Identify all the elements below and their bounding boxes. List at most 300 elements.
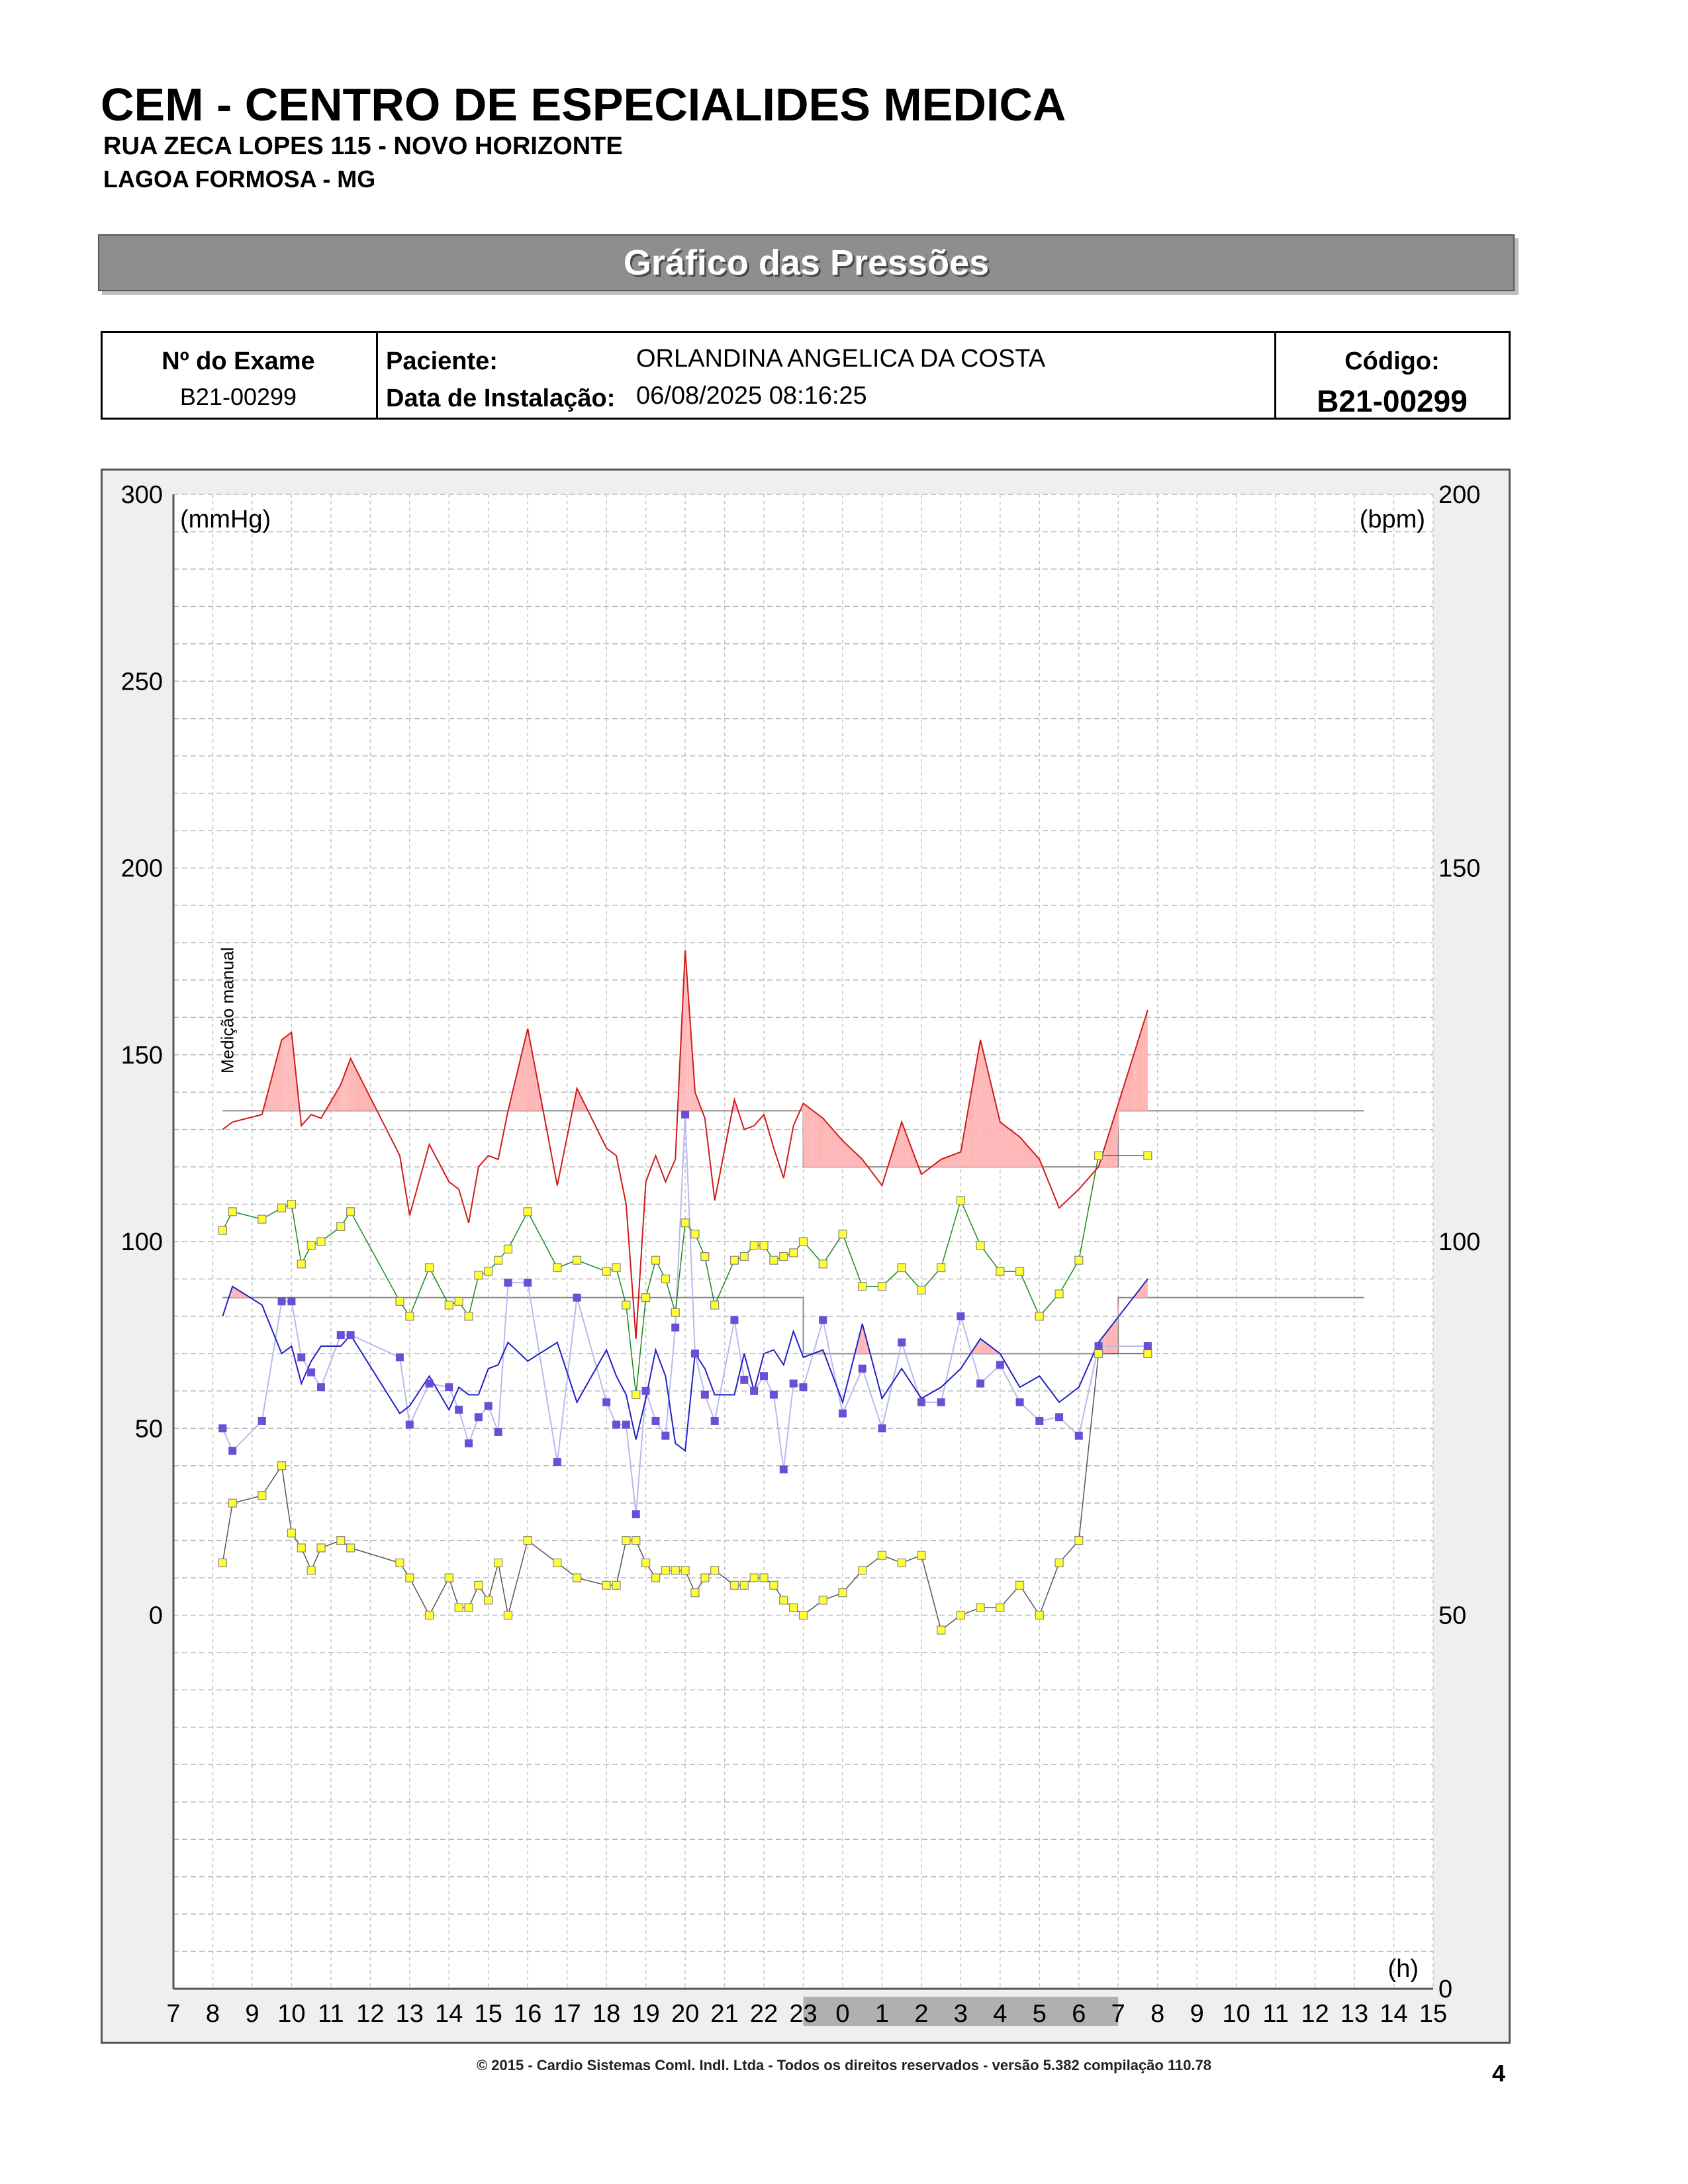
excess-fill-segment [845, 1143, 846, 1167]
mean-point [878, 1283, 886, 1291]
excess-fill-segment [1022, 1140, 1023, 1167]
diastolic-point [770, 1390, 778, 1398]
excess-fill-segment [527, 1028, 528, 1111]
excess-fill-segment [523, 1046, 524, 1111]
heart-rate-point [1095, 1349, 1103, 1357]
excess-fill-segment [688, 997, 689, 1111]
left-tick-label: 250 [120, 668, 163, 696]
excess-fill-segment [909, 1142, 910, 1167]
excess-fill-segment [349, 1063, 350, 1111]
diastolic-point [819, 1316, 827, 1324]
excess-fill-segment [1021, 1139, 1022, 1167]
excess-fill-segment [348, 1064, 349, 1111]
diastolic-point [396, 1353, 404, 1361]
heart-rate-point [494, 1559, 502, 1567]
heart-rate-point [740, 1581, 748, 1589]
mean-point [622, 1301, 630, 1309]
heart-rate-point [553, 1559, 561, 1567]
excess-fill-segment [977, 1054, 978, 1167]
diastolic-point [780, 1465, 788, 1473]
diastolic-point [406, 1421, 414, 1429]
clinic-city: LAGOA FORMOSA - MG [103, 165, 376, 193]
right-tick-label: 50 [1438, 1602, 1467, 1630]
excess-fill-segment [1024, 1142, 1025, 1167]
excess-fill-segment [948, 1157, 949, 1167]
heart-rate-point [1075, 1537, 1083, 1545]
mean-point [1144, 1152, 1152, 1160]
excess-fill-segment [995, 1101, 996, 1167]
mean-point [455, 1297, 463, 1305]
x-tick-label: 9 [245, 2000, 259, 2028]
diastolic-point [494, 1428, 502, 1436]
diastolic-point [760, 1372, 768, 1380]
x-tick-label: 22 [749, 2000, 778, 2028]
excess-fill-segment [806, 1106, 807, 1167]
excess-fill-segment [284, 1038, 285, 1111]
left-tick-label: 100 [120, 1228, 163, 1256]
excess-fill-segment [350, 1058, 351, 1111]
mean-point [632, 1390, 640, 1398]
mean-point [485, 1267, 492, 1275]
excess-fill-segment [1135, 1042, 1137, 1111]
excess-fill-segment [846, 1144, 847, 1167]
install-value: 06/08/2025 08:16:25 [636, 382, 867, 410]
heart-rate-point [651, 1574, 659, 1582]
mean-point [790, 1249, 798, 1257]
mean-point [937, 1264, 945, 1272]
excess-fill-segment [234, 1287, 235, 1298]
excess-fill-segment [291, 1032, 292, 1111]
excess-fill-segment [1004, 1125, 1005, 1167]
banner-title: Gráfico das Pressões [623, 243, 990, 283]
diastolic-point [612, 1421, 620, 1429]
excess-fill-segment [689, 1003, 690, 1111]
diastolic-point [307, 1369, 315, 1377]
manual-measurement-note: Medição manual [217, 947, 238, 1073]
excess-fill-segment [897, 1135, 898, 1167]
excess-fill-segment [813, 1111, 814, 1167]
excess-fill-segment [899, 1127, 900, 1167]
excess-fill-segment [825, 1121, 826, 1167]
excess-fill-segment [522, 1049, 523, 1111]
diastolic-point [642, 1387, 650, 1395]
heart-rate-point [445, 1574, 453, 1582]
excess-fill-segment [1008, 1128, 1009, 1167]
excess-fill-segment [838, 1135, 839, 1167]
x-tick-label: 17 [553, 2000, 581, 2028]
excess-fill-segment [804, 1104, 805, 1167]
excess-fill-segment [835, 1132, 836, 1167]
excess-fill-segment [826, 1122, 827, 1167]
code-label: Código: [1344, 347, 1440, 375]
heart-rate-point [780, 1596, 788, 1604]
mean-point [819, 1260, 827, 1268]
install-label: Data de Instalação: [386, 385, 616, 412]
excess-fill-segment [907, 1135, 908, 1167]
excess-fill-segment [342, 1080, 343, 1111]
excess-fill-segment [902, 1124, 903, 1167]
mean-point [307, 1242, 315, 1250]
mean-point [494, 1256, 502, 1264]
excess-fill-segment [1007, 1127, 1008, 1167]
diastolic-point [730, 1316, 738, 1324]
heart-rate-point [937, 1626, 945, 1634]
excess-fill-segment [823, 1119, 824, 1167]
heart-rate-point [996, 1604, 1004, 1612]
x-tick-label: 7 [166, 2000, 181, 2028]
mean-point [228, 1208, 236, 1216]
mean-point [859, 1283, 867, 1291]
excess-fill-segment [853, 1151, 854, 1167]
excess-fill-segment [351, 1058, 353, 1111]
excess-fill-segment [983, 1341, 984, 1354]
diastolic-point [485, 1402, 492, 1410]
excess-fill-segment [974, 1068, 975, 1167]
heart-rate-point [957, 1612, 964, 1619]
right-tick-label: 200 [1438, 481, 1481, 509]
heart-rate-point [573, 1574, 581, 1582]
excess-fill-segment [854, 1152, 855, 1167]
excess-fill-segment [345, 1073, 346, 1111]
mean-point [1075, 1256, 1083, 1264]
diastolic-point [602, 1398, 610, 1406]
mean-point [898, 1264, 906, 1272]
x-axis-unit-label: (h) [1387, 1955, 1419, 1983]
excess-fill-segment [857, 1155, 858, 1167]
excess-fill-segment [950, 1156, 951, 1167]
x-tick-label: 20 [671, 2000, 700, 2028]
mean-point [711, 1301, 719, 1309]
heart-rate-point [661, 1567, 669, 1574]
mean-point [278, 1204, 286, 1212]
mean-point [770, 1256, 778, 1264]
left-tick-label: 200 [120, 854, 163, 883]
heart-rate-point [465, 1604, 473, 1612]
excess-fill-segment [274, 1065, 275, 1111]
code-cell [1274, 333, 1509, 418]
excess-fill-segment [1034, 1153, 1035, 1167]
excess-fill-segment [291, 1032, 292, 1111]
excess-fill-segment [812, 1110, 813, 1167]
diastolic-point [297, 1353, 305, 1361]
right-tick-label: 150 [1438, 854, 1481, 883]
excess-fill-segment [842, 1140, 843, 1167]
excess-fill-segment [982, 1047, 983, 1167]
x-tick-label: 5 [1032, 2000, 1047, 2028]
excess-fill-segment [1029, 1148, 1030, 1167]
excess-fill-segment [343, 1077, 344, 1111]
excess-fill-segment [357, 1071, 359, 1111]
excess-fill-segment [520, 1056, 521, 1111]
excess-fill-segment [1146, 1010, 1148, 1111]
heart-rate-point [307, 1567, 315, 1574]
heart-rate-point [524, 1537, 532, 1545]
diastolic-point [790, 1380, 798, 1388]
mean-point [475, 1271, 483, 1279]
diastolic-point [740, 1376, 748, 1384]
x-tick-label: 18 [592, 2000, 621, 2028]
excess-fill-segment [284, 1038, 285, 1111]
excess-fill-segment [953, 1154, 954, 1167]
excess-fill-segment [976, 1058, 977, 1167]
heart-rate-point [426, 1612, 434, 1619]
excess-fill-segment [1028, 1146, 1029, 1167]
excess-fill-segment [904, 1128, 905, 1167]
excess-fill-segment [1013, 1132, 1014, 1167]
excess-fill-segment [960, 1152, 961, 1167]
x-tick-label: 16 [514, 2000, 542, 2028]
diastolic-point [426, 1380, 434, 1388]
heart-rate-point [730, 1581, 738, 1589]
excess-fill-segment [986, 1343, 987, 1353]
heart-rate-point [337, 1537, 345, 1545]
excess-fill-segment [687, 974, 688, 1111]
mean-point [730, 1256, 738, 1264]
excess-fill-segment [952, 1155, 953, 1167]
diastolic-point [278, 1297, 286, 1305]
excess-fill-segment [1023, 1141, 1024, 1167]
excess-fill-segment [288, 1035, 289, 1111]
excess-fill-segment [1020, 1137, 1021, 1167]
excess-fill-segment [998, 1115, 999, 1167]
excess-fill-segment [519, 1063, 520, 1111]
heart-rate-point [878, 1551, 886, 1559]
excess-fill-segment [847, 1146, 848, 1167]
heart-rate-point [485, 1596, 492, 1604]
heart-rate-point [642, 1559, 650, 1567]
diastolic-point [504, 1279, 512, 1287]
excess-fill-segment [338, 1087, 339, 1111]
excess-fill-segment [942, 1159, 943, 1167]
excess-fill-segment [1010, 1130, 1011, 1167]
excess-fill-segment [969, 1101, 970, 1167]
mean-point [1016, 1267, 1024, 1275]
heart-rate-point [228, 1499, 236, 1507]
mean-point [337, 1222, 345, 1230]
x-tick-label: 15 [474, 2000, 502, 2028]
excess-fill-segment [991, 1084, 992, 1167]
excess-fill-segment [1001, 1122, 1002, 1167]
mean-point [800, 1238, 808, 1246]
heart-rate-point [819, 1596, 827, 1604]
heart-rate-point [691, 1589, 699, 1597]
excess-fill-segment [521, 1052, 522, 1111]
x-tick-label: 14 [1380, 2000, 1408, 2028]
excess-fill-segment [1026, 1144, 1027, 1167]
excess-fill-segment [689, 1009, 690, 1111]
excess-fill-segment [1025, 1144, 1026, 1167]
heart-rate-point [701, 1574, 709, 1582]
diastolic-point [1055, 1413, 1063, 1421]
excess-fill-segment [808, 1107, 809, 1167]
excess-fill-segment [289, 1034, 290, 1111]
mean-point [839, 1230, 847, 1238]
excess-fill-segment [337, 1090, 338, 1111]
mean-point [651, 1256, 659, 1264]
x-tick-label: 2 [914, 2000, 929, 2028]
mean-point [426, 1264, 434, 1272]
diastolic-point [671, 1324, 679, 1332]
diastolic-point [750, 1387, 758, 1395]
diastolic-point [475, 1413, 483, 1421]
x-tick-label: 9 [1190, 2000, 1204, 2028]
excess-fill-segment [951, 1156, 952, 1167]
x-tick-label: 15 [1419, 2000, 1448, 2028]
diastolic-point [859, 1365, 867, 1373]
excess-fill-segment [830, 1126, 831, 1167]
mean-point [671, 1308, 679, 1316]
excess-fill-segment [1005, 1126, 1006, 1167]
heart-rate-point [917, 1551, 925, 1559]
excess-fill-segment [286, 1036, 287, 1111]
excess-fill-segment [818, 1115, 819, 1167]
excess-fill-segment [908, 1140, 909, 1167]
mean-point [750, 1242, 758, 1250]
excess-fill-segment [955, 1154, 956, 1167]
right-tick-label: 0 [1438, 1976, 1453, 2003]
x-tick-label: 6 [1072, 2000, 1086, 2028]
report-banner [98, 234, 1515, 291]
exam-label: Nº do Exame [162, 347, 315, 375]
x-tick-label: 4 [993, 2000, 1008, 2028]
excess-fill-segment [966, 1115, 967, 1167]
excess-fill-segment [949, 1156, 950, 1167]
excess-fill-segment [1018, 1136, 1019, 1167]
excess-fill-segment [993, 1091, 994, 1167]
heart-rate-point [455, 1604, 463, 1612]
excess-fill-segment [339, 1086, 340, 1111]
excess-fill-segment [967, 1110, 968, 1167]
excess-fill-segment [344, 1073, 345, 1111]
mean-point [642, 1294, 650, 1302]
excess-fill-segment [277, 1052, 278, 1111]
excess-fill-segment [984, 1342, 985, 1353]
diastolic-point [622, 1421, 630, 1429]
excess-fill-segment [529, 1035, 530, 1111]
diastolic-point [632, 1510, 640, 1518]
excess-fill-segment [986, 1064, 987, 1167]
left-tick-label: 150 [120, 1041, 163, 1069]
excess-fill-segment [900, 1124, 901, 1167]
excess-fill-segment [814, 1111, 815, 1167]
mean-point [957, 1197, 964, 1205]
excess-fill-segment [809, 1108, 810, 1167]
excess-fill-segment [340, 1085, 341, 1111]
diastolic-point [957, 1312, 964, 1320]
excess-fill-segment [828, 1124, 829, 1167]
heart-rate-point [790, 1604, 798, 1612]
diastolic-point [898, 1338, 906, 1346]
diastolic-point [1075, 1432, 1083, 1440]
excess-fill-segment [1109, 1326, 1111, 1353]
excess-fill-segment [1035, 1155, 1036, 1167]
heart-rate-point [287, 1529, 295, 1537]
mean-point [1095, 1152, 1103, 1160]
excess-fill-segment [822, 1118, 823, 1167]
heart-rate-point [612, 1581, 620, 1589]
excess-fill-segment [816, 1113, 817, 1167]
exam-cell [103, 333, 378, 418]
mean-point [297, 1260, 305, 1268]
heart-rate-point [859, 1567, 867, 1574]
mean-point [347, 1208, 355, 1216]
excess-fill-segment [289, 1034, 290, 1111]
excess-fill-segment [836, 1133, 837, 1167]
excess-fill-segment [275, 1062, 276, 1111]
excess-fill-segment [335, 1093, 336, 1111]
excess-fill-segment [286, 1036, 287, 1111]
diastolic-point [917, 1398, 925, 1406]
excess-fill-segment [1131, 1056, 1133, 1111]
excess-fill-segment [805, 1105, 806, 1167]
mean-point [602, 1267, 610, 1275]
excess-fill-segment [1133, 1049, 1135, 1111]
mean-point [760, 1242, 768, 1250]
excess-fill-segment [988, 1074, 989, 1167]
excess-fill-segment [1107, 1329, 1109, 1353]
heart-rate-point [632, 1537, 640, 1545]
heart-rate-point [1055, 1559, 1063, 1567]
heart-rate-point [504, 1612, 512, 1619]
excess-fill-segment [971, 1087, 972, 1167]
diastolic-point [337, 1331, 345, 1339]
x-tick-label: 14 [435, 2000, 463, 2028]
left-tick-label: 0 [148, 1602, 163, 1630]
excess-fill-segment [272, 1074, 273, 1111]
excess-fill-segment [346, 1068, 347, 1111]
diastolic-point [701, 1390, 709, 1398]
pressure-chart [103, 471, 1509, 2042]
left-axis-unit-label: (mmHg) [180, 506, 271, 533]
mean-point [504, 1245, 512, 1253]
excess-fill-segment [235, 1288, 236, 1298]
excess-fill-segment [980, 1339, 981, 1354]
x-tick-label: 13 [395, 2000, 424, 2028]
diastolic-point [553, 1458, 561, 1466]
diastolic-point [800, 1383, 808, 1391]
excess-fill-segment [341, 1083, 342, 1111]
excess-fill-segment [946, 1158, 947, 1167]
mean-point [740, 1253, 748, 1261]
heart-rate-point [976, 1604, 984, 1612]
right-tick-label: 100 [1438, 1228, 1481, 1256]
excess-fill-segment [1115, 1318, 1117, 1353]
x-tick-label: 12 [356, 2000, 385, 2028]
x-tick-label: 8 [1150, 2000, 1165, 2028]
excess-fill-segment [833, 1130, 834, 1167]
mean-point [612, 1264, 620, 1272]
heart-rate-point [1016, 1581, 1024, 1589]
excess-fill-segment [1017, 1135, 1018, 1167]
mean-point [1055, 1290, 1063, 1298]
excess-fill-segment [687, 979, 688, 1111]
excess-fill-segment [283, 1038, 284, 1111]
diastolic-point [1144, 1342, 1152, 1350]
excess-fill-segment [968, 1105, 969, 1167]
excess-fill-segment [850, 1148, 851, 1167]
excess-fill-segment [1014, 1132, 1015, 1167]
excess-fill-segment [987, 1343, 988, 1353]
x-tick-label: 21 [710, 2000, 739, 2028]
mean-point [396, 1297, 404, 1305]
excess-fill-segment [1032, 1151, 1033, 1167]
mean-point [465, 1312, 473, 1320]
x-tick-label: 10 [1222, 2000, 1250, 2028]
excess-fill-segment [353, 1063, 355, 1111]
excess-fill-segment [1137, 1036, 1139, 1111]
x-tick-label: 0 [835, 2000, 850, 2028]
x-tick-label: 11 [1262, 2000, 1289, 2028]
